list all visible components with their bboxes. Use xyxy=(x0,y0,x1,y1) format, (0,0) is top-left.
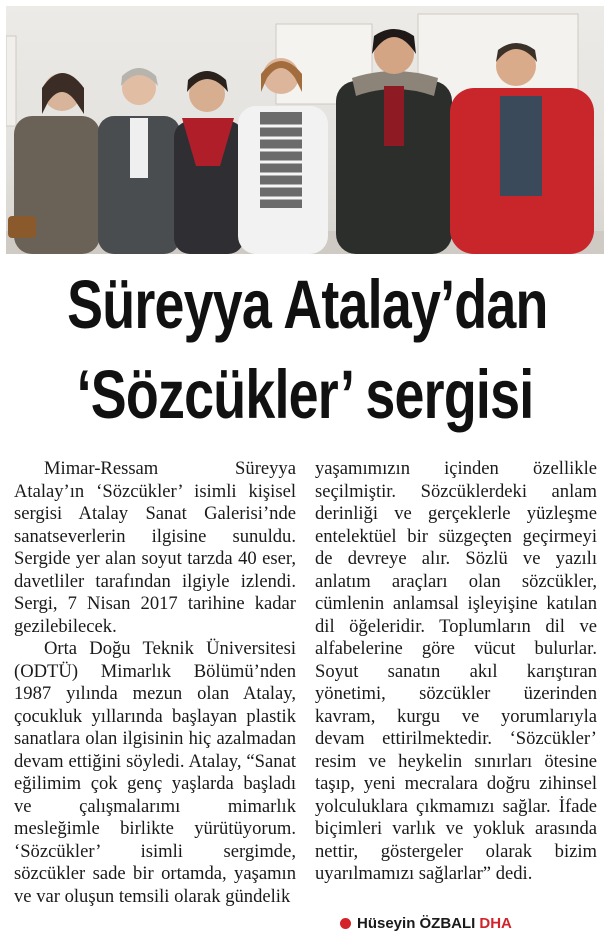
headline-line-1: Süreyya Atalay’dan xyxy=(67,266,548,343)
group-photo-illustration xyxy=(6,6,604,254)
paragraph-2: Orta Doğu Teknik Üniversitesi (ODTÜ) Mimarlık Bölümü’nden 1987 yılında mezun olan Atalay, çocukluk yıllarında başlayan plastik sanatlara olan ilgisinin hiç azalmadan devam ettiğini söyledi. Atalay, “Sanat eğilimim çok genç yaşlarda başladı ve çalışmalarımı mimarlık mesleğimle birlikte yürütüyorum. ‘Sözcükler’ isimli sergimde, sözcükler sade bir ortamda, yaşamın ve var oluşun temsili olarak gündelik xyxy=(14,638,296,907)
news-photo xyxy=(6,6,604,254)
person-3 xyxy=(174,71,244,254)
byline-agency: DHA xyxy=(479,915,512,932)
article-column-right xyxy=(315,458,597,886)
paragraph-3: yaşamımızın içinden özellikle seçilmiştir. Sözcüklerdeki anlam derinliği ve gerçeklerle yüzleşme entelektüel bir süzgeçten geçirmeyi de devreye alır. Sözlü ve yazılı anlatım araçları olan sözcükler, cümlenin anlamsal işleyişine katılan dil öğeleridir. Toplumların dil ve alfabelerine göre vücut bulurlar. Soyut sanatın akıl karıştıran yönetimi, sözcükler üzerinden kavram, kurgu ve yorumlarıyla devam ettirilmektedir. ‘Sözcükler’ resim ve heykelin sınırları ötesine taşıp, yeni mecralara doğru zihinsel yolculuklara çıkmamızı sağlar. İfade biçimleri varlık ve yokluk arasında nettir, göstergeler olarak bizim uyarılmamızı sağlarlar” dedi. xyxy=(315,458,597,884)
paragraph-1: Mimar-Ressam Süreyya Atalay’ın ‘Sözcükler’ isimli kişisel sergisi Atalay Sanat Galerisi’nde sanatseverlerin ilgisine sunuldu. Sergide yer alan soyut tarzda 40 eser, davetliler tarafından ilgiyle izlendi. Sergi, 7 Nisan 2017 tarihine kadar gezilebilecek. xyxy=(14,458,296,637)
bullet-dot-icon xyxy=(340,918,351,929)
article-column-left xyxy=(14,458,296,908)
headline-line-2: ‘Sözcükler’ sergisi xyxy=(76,356,534,433)
person-1 xyxy=(8,73,100,254)
person-2 xyxy=(98,68,180,254)
byline xyxy=(340,915,512,932)
byline-author: Hüseyin ÖZBALI xyxy=(357,915,476,932)
